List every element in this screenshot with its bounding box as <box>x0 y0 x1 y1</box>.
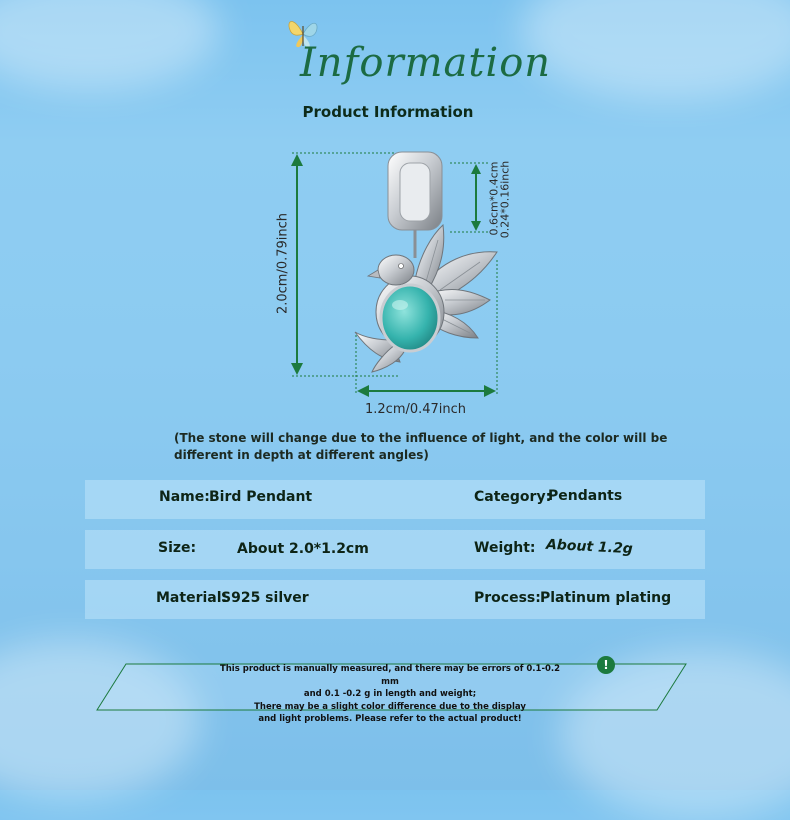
bail-dimension-inch: 0.24*0.16inch <box>498 160 512 239</box>
disclaimer-line: This product is manually measured, and there may be errors of 0.1-0.2 mm <box>219 664 561 687</box>
disclaimer-line: and 0.1 -0.2 g in length and weight; <box>303 689 477 699</box>
page-subtitle: Product Information <box>302 103 474 121</box>
disclaimer-text <box>210 663 570 726</box>
weight-label: Weight: <box>474 540 536 556</box>
disclaimer-line: There may be a slight color difference due to the display <box>254 701 526 712</box>
disclaimer-line: and light problems. Please refer to the actual product! <box>258 714 522 724</box>
bail-dimension-cm: 0.6cm*0.4cm <box>487 161 501 236</box>
material-value: S925 silver <box>221 590 309 606</box>
name-label: Name: <box>159 489 210 505</box>
category-label: Category: <box>474 489 552 505</box>
category-value: Pendants <box>548 488 623 504</box>
size-value: About 2.0*1.2cm <box>237 541 369 557</box>
height-dimension-label: 2.0cm/0.79inch <box>275 212 291 315</box>
size-label: Size: <box>158 540 197 556</box>
stone-color-note: (The stone will change due to the influence of light, and the color will be different in depth at different angles) <box>174 431 668 462</box>
name-value: Bird Pendant <box>209 489 313 505</box>
weight-value: About 1.2g <box>545 536 634 558</box>
script-title: Information <box>300 40 552 86</box>
exclamation-icon: ! <box>597 656 615 674</box>
material-label: Material: <box>156 590 228 606</box>
width-dimension-label: 1.2cm/0.47inch <box>365 402 467 417</box>
process-value: Platinum plating <box>540 590 672 606</box>
process-label: Process: <box>474 590 541 606</box>
